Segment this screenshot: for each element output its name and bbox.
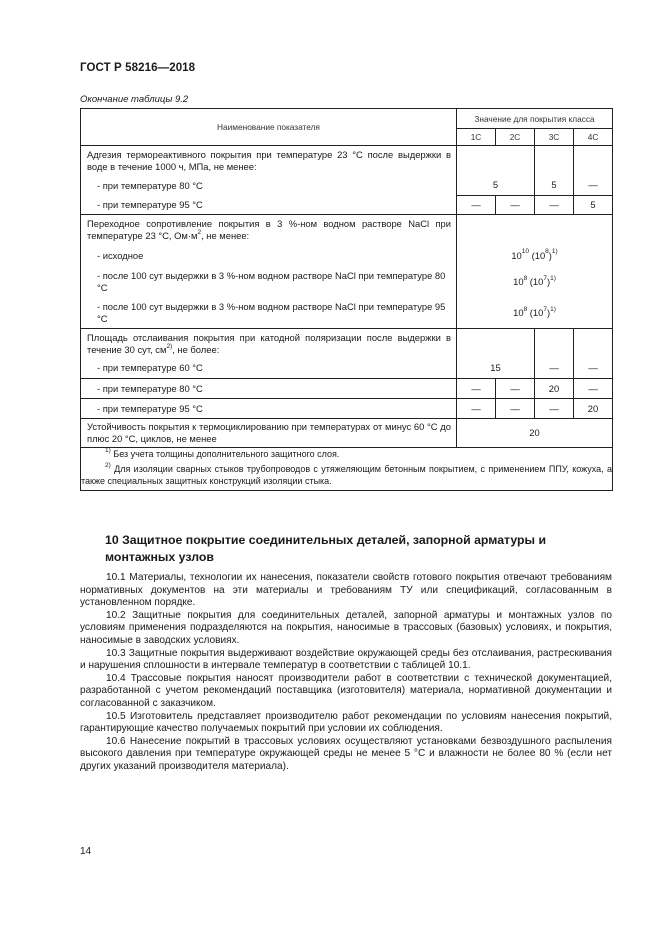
thermocycle-label: Устойчивость покрытия к термоциклированию при температурах от минус 60 °С до плюс 20 °С, циклов, не менее — [81, 419, 457, 448]
peel-95-label: - при температуре 95 °С — [81, 399, 457, 419]
section-title: 10 Защитное покрытие соединительных деталей, запорной арматуры и монтажных узлов — [105, 533, 547, 564]
paragraph-10-4: 10.4 Трассовые покрытия наносят производители работ в соответствии с технической документацией, разработанной с учетом рекомендаций поставщика (изготовителя) материала, нормативной документации и согласованной с заказчиком. — [80, 672, 612, 709]
thermocycle-value: 20 — [457, 419, 613, 448]
table-caption: Окончание таблицы 9.2 — [80, 94, 189, 105]
peel-60-1c2c: 15 — [457, 359, 535, 379]
peel-80-1c: — — [457, 379, 496, 399]
resistance-95-value: $10^8$ $(10^7)^{1)}$ — [457, 298, 613, 329]
peel-label: Площадь отслаивания покрытия при катодной поляризации после выдержки в течение 30 сут, $см^{2)}$, не более: — [81, 329, 457, 359]
peel-95-1c: — — [457, 399, 496, 419]
paragraph-10-3: 10.3 Защитные покрытия выдерживают воздействие окружающей среды без отслаивания, растрескивания и нарушения сплошности в интервале температур в соответствии с таблицей 10.1. — [80, 647, 612, 672]
adhesion-80-1c2c: 5 — [457, 176, 535, 196]
col-group-header: Значение для покрытия класса — [457, 109, 613, 129]
paragraph-10-6: 10.6 Нанесение покрытий в трассовых условиях осуществляют установками безвоздушного распыления высокого давления при температуре окружающей среды не менее 5 °С и влажности не более 80 % (если нет других указаний производителя материала). — [80, 735, 612, 772]
section-body — [80, 572, 612, 774]
peel-80-4c: — — [574, 379, 613, 399]
resistance-80-value: $10^8$ $(10^7)^{1)}$ — [457, 267, 613, 298]
col-name-header: Наименование показателя — [81, 109, 457, 146]
class-1c-header: 1C — [457, 129, 496, 146]
resistance-95-label: - после 100 сут выдержки в 3 %-ном водном растворе NaCl при температуре 95 °С — [81, 298, 457, 329]
standard-header: ГОСТ Р 58216—2018 — [80, 62, 196, 74]
adhesion-95-label: - при температуре 95 °С — [81, 196, 457, 215]
class-3c-header: 3C — [535, 129, 574, 146]
class-2c-header: 2C — [496, 129, 535, 146]
paragraph-10-5: 10.5 Изготовитель представляет производителю работ рекомендации по условиям нанесения покрытий, гарантирующие качество получаемых покрытий при условии их соблюдения. — [80, 710, 612, 735]
adhesion-80-label: - при температуре 80 °С — [81, 176, 457, 196]
peel-95-2c: — — [496, 399, 535, 419]
page-number: 14 — [80, 846, 92, 857]
paragraph-10-2: 10.2 Защитные покрытия для соединительных деталей, запорной арматуры и монтажных узлов по условиям применения подразделяются на покрытия, наносимые в трассовых (базовых) условиях, и покрытия, наносимые в заводских условиях. — [80, 609, 612, 646]
adhesion-95-4c: 5 — [574, 196, 613, 215]
peel-80-2c: — — [496, 379, 535, 399]
footnote-2: $^{2)}$ Для изоляции сварных стыков трубопроводов с утяжеляющим бетонным покрытием, с применением ППУ, кожуха, а также специальных защитных конструкций изоляции стыка. — [81, 462, 613, 486]
peel-80-label: - при температуре 80 °С — [81, 379, 457, 399]
peel-80-3c: 20 — [535, 379, 574, 399]
peel-95-4c: 20 — [574, 399, 613, 419]
resistance-80-label: - после 100 сут выдержки в 3 %-ном водном растворе NaCl при температуре 80 °С — [81, 267, 457, 298]
paragraph-10-1: 10.1 Материалы, технологии их нанесения, показатели свойств готового покрытия отвечают требованиям нормативных документов на эти материалы и требованиям ТУ или спецификаций, согласованным в установленном порядке. — [80, 572, 612, 609]
peel-60-label: - при температуре 60 °С — [81, 359, 457, 379]
adhesion-label: Адгезия термореактивного покрытия при температуре 23 °С после выдержки в воде в течение 1000 ч, МПа, не менее: — [81, 146, 457, 176]
peel-60-3c: — — [535, 359, 574, 379]
adhesion-95-3c: — — [535, 196, 574, 215]
table-footnotes — [81, 448, 613, 491]
footnote-1: $^{1)}$ Без учета толщины дополнительного защитного слоя. — [105, 447, 340, 459]
resistance-initial-label: - исходное — [81, 245, 457, 267]
adhesion-95-2c: — — [496, 196, 535, 215]
adhesion-95-1c: — — [457, 196, 496, 215]
resistance-label: Переходное сопротивление покрытия в 3 %-ном водном растворе NaCl при температуре 23 °С, $Ом\cdot м^2$, не менее: — [81, 215, 457, 245]
adhesion-80-4c: — — [574, 176, 613, 196]
adhesion-80-3c: 5 — [535, 176, 574, 196]
peel-95-3c: — — [535, 399, 574, 419]
properties-table — [80, 108, 613, 491]
class-4c-header: 4C — [574, 129, 613, 146]
resistance-initial-value: $10^{10}$ $(10^8)^{1)}$ — [457, 245, 613, 267]
peel-60-4c: — — [574, 359, 613, 379]
